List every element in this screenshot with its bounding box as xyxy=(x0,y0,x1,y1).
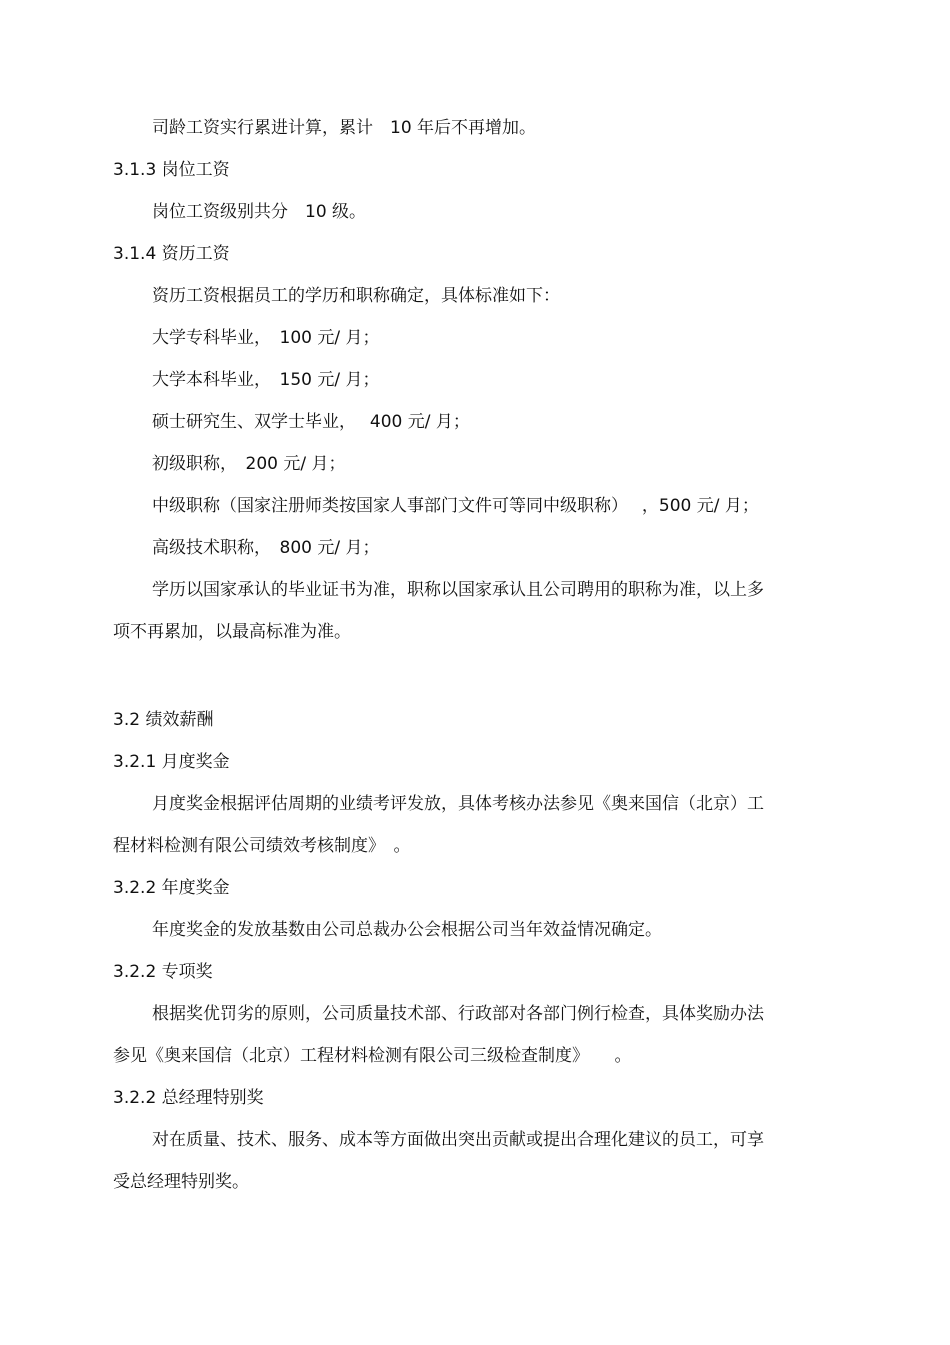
position-pay-paragraph: 岗位工资级别共分 10 级。 xyxy=(152,202,367,222)
special-award-line-2: 参见《奥来国信（北京）工程材料检测有限公司三级检查制度》 。 xyxy=(113,1046,632,1066)
qualification-note-line-2: 项不再累加，以最高标准为准。 xyxy=(113,622,351,642)
list-item: 高级技术职称， 800 元/ 月； xyxy=(152,538,380,558)
section-3-2-1-heading: 3.2.1 月度奖金 xyxy=(113,752,230,772)
qualification-note-line-1: 学历以国家承认的毕业证书为准，职称以国家承认且公司聘用的职称为准，以上多 xyxy=(152,580,764,600)
list-item: 中级职称（国家注册师类按国家人事部门文件可等同中级职称） ，500 元/ 月； xyxy=(152,496,759,516)
section-3-1-3-heading: 3.1.3 岗位工资 xyxy=(113,160,230,180)
seniority-pay-paragraph: 司龄工资实行累进计算，累计 10 年后不再增加。 xyxy=(152,118,537,138)
section-3-2-2-annual-heading: 3.2.2 年度奖金 xyxy=(113,878,230,898)
list-item: 初级职称， 200 元/ 月； xyxy=(152,454,346,474)
list-item: 大学专科毕业， 100 元/ 月； xyxy=(152,328,380,348)
gm-award-line-1: 对在质量、技术、服务、成本等方面做出突出贡献或提出合理化建议的员工，可享 xyxy=(152,1130,764,1150)
monthly-bonus-line-2: 程材料检测有限公司绩效考核制度》 。 xyxy=(113,836,411,856)
section-3-2-2-special-heading: 3.2.2 专项奖 xyxy=(113,962,213,982)
section-3-2-heading: 3.2 绩效薪酬 xyxy=(113,710,214,730)
section-3-1-4-heading: 3.1.4 资历工资 xyxy=(113,244,230,264)
monthly-bonus-line-1: 月度奖金根据评估周期的业绩考评发放，具体考核办法参见《奥来国信（北京）工 xyxy=(152,794,764,814)
annual-bonus-paragraph: 年度奖金的发放基数由公司总裁办公会根据公司当年效益情况确定。 xyxy=(152,920,662,940)
special-award-line-1: 根据奖优罚劣的原则，公司质量技术部、行政部对各部门例行检查，具体奖励办法 xyxy=(152,1004,764,1024)
gm-award-line-2: 受总经理特别奖。 xyxy=(113,1172,249,1192)
list-item: 硕士研究生、双学士毕业， 400 元/ 月； xyxy=(152,412,470,432)
section-3-2-2-gm-heading: 3.2.2 总经理特别奖 xyxy=(113,1088,264,1108)
qualification-pay-intro: 资历工资根据员工的学历和职称确定，具体标准如下： xyxy=(152,286,560,306)
list-item: 大学本科毕业， 150 元/ 月； xyxy=(152,370,380,390)
